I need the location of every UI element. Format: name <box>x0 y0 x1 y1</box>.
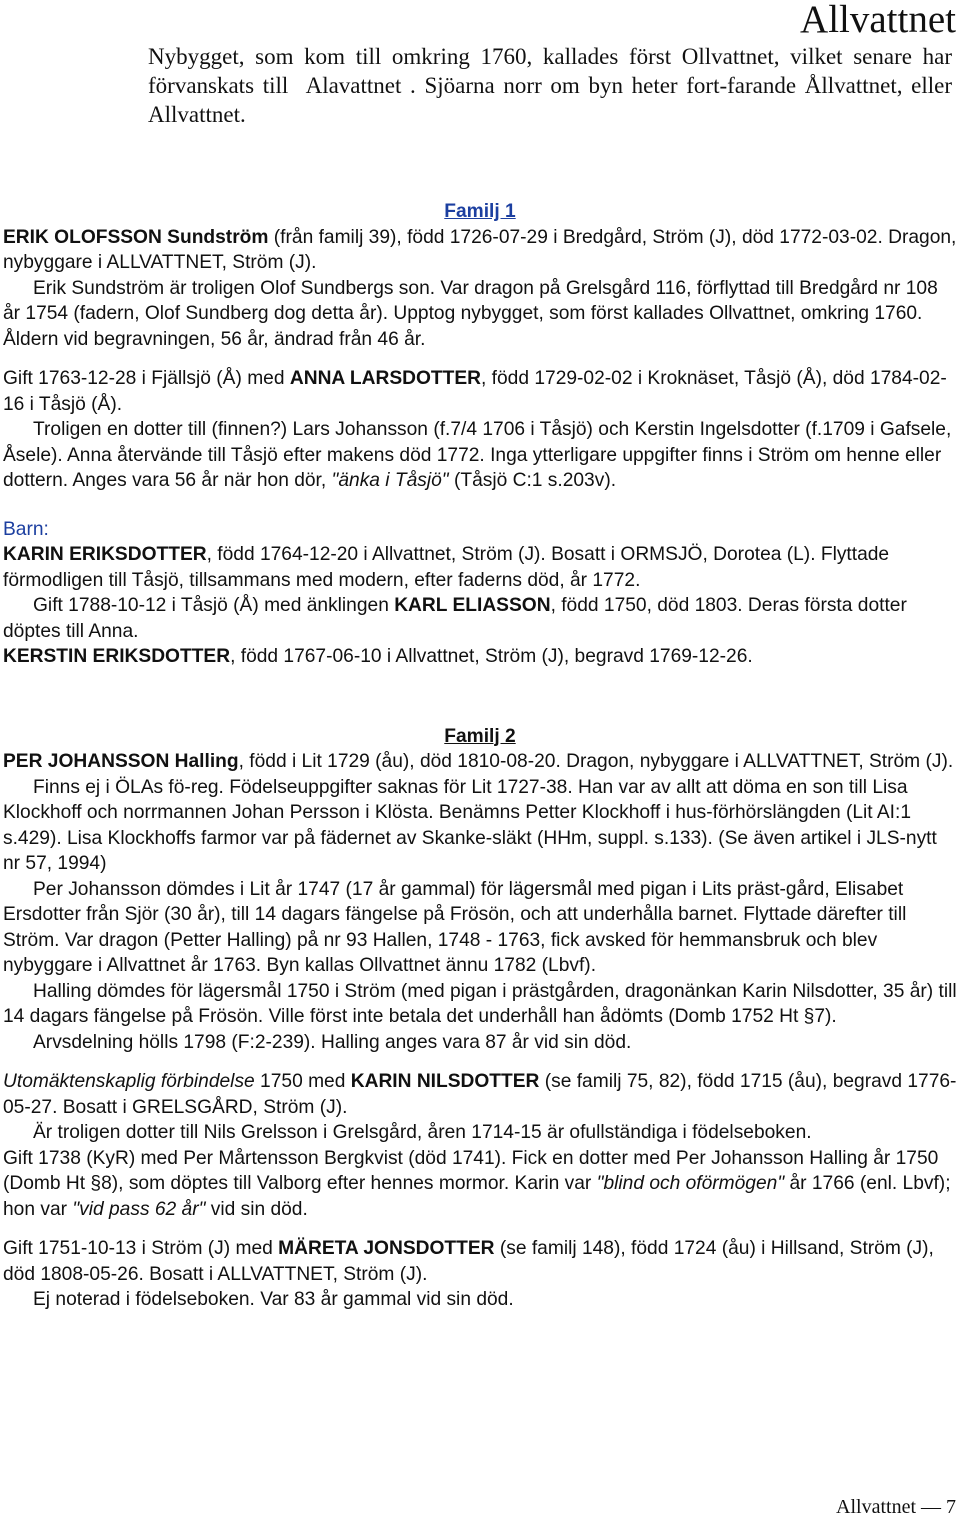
family-1-note: Erik Sundström är troligen Olof Sundbergs son. Var dragon på Grelsgård 116, förflyttad till Bredgård nr 108 år 1754 (fadern, Olof Sundberg dog detta år). Upptog nybygget, som först kallades Ollvattnet, omkring 1760. Åldern vid begravningen, 56 år, ändrad från 46 år. <box>3 277 938 350</box>
marriage-text: Gift 1763-12-28 i Fjällsjö (Å) med <box>3 368 290 389</box>
family-2-head-paragraph <box>3 749 957 775</box>
spouse-details: (se familj 148), född 1724 (åu) i Hillsand, Ström (J), död 1808-05-26. Bosatt i ALLVATTNET, Ström (J). <box>3 1238 934 1285</box>
quote: "blind och oförmögen" <box>596 1173 785 1194</box>
children-label: Barn: <box>3 518 49 540</box>
quote: "änka i Tåsjö" <box>331 470 449 491</box>
family-1-heading: Familj 1 <box>444 201 516 222</box>
spouse-name: KARL ELIASSON <box>394 595 551 616</box>
child-details: , född 1767-06-10 i Allvattnet, Ström (J), begravd 1769-12-26. <box>230 646 753 667</box>
family-2-spouse-note: Ej noterad i födelseboken. Var 83 år gammal vid sin död. <box>33 1289 514 1310</box>
family-1-spouse-note <box>3 417 957 494</box>
child-1-marriage <box>3 593 957 644</box>
person-details: (från familj 39), född 1726-07-29 i Bredgård, Ström (J), död 1772-03-02. Dragon, nybyggare i ALLVATTNET, Ström (J). <box>3 226 957 273</box>
relation-text: 1750 med <box>254 1071 351 1092</box>
family-2-note-1: Finns ej i ÖLAs fö-reg. Födelseuppgifter saknas för Lit 1727-38. Han var av allt att döma en son till Lisa Klockhoff och norrmannen Johan Persson i Klösta. Benämns Petter Klockhoff i hus-förhörslängden (Lit AI:1 s.429). Lisa Klockhoffs farmor var på fädernet av Skanke-släkt (HHm, suppl. s.133). (Se även artikel i JLS-nytt nr 57, 1994) <box>3 776 937 874</box>
family-2-relation-note: Är troligen dotter till Nils Grelsson i Grelsgård, åren 1714-15 är ofullständiga i födelseboken. <box>33 1122 812 1143</box>
note-text: Gift 1738 (KyR) med Per Mårtensson Bergkvist (död 1741). Fick en dotter med Per Johansson Halling år 1750 (Domb Ht §8), som döptes till Valborg efter hennes mormor. Karin var <box>3 1147 939 1194</box>
family-2-heading: Familj 2 <box>444 725 516 747</box>
family-1-head-paragraph <box>3 225 957 276</box>
child-2 <box>3 644 957 670</box>
relation-type: Utomäktenskaplig förbindelse <box>3 1071 255 1092</box>
marriage-text: Gift 1788-10-12 i Tåsjö (Å) med änklingen <box>33 595 395 616</box>
family-2-relation-marriage <box>3 1146 957 1223</box>
person-details: , född i Lit 1729 (åu), död 1810-08-20. Dragon, nybyggare i ALLVATTNET, Ström (J). <box>238 751 954 772</box>
spouse-details: , född 1750, död 1803. Deras första dotter döptes till Anna. <box>3 595 907 642</box>
spouse-name: MÄRETA JONSDOTTER <box>278 1238 495 1259</box>
family-2-note-4: Arvsdelning hölls 1798 (F:2-239). Halling anges vara 87 år vid sin död. <box>33 1031 632 1053</box>
child-name: KERSTIN ERIKSDOTTER <box>3 646 231 667</box>
marriage-text: Gift 1751-10-13 i Ström (J) med <box>3 1238 279 1259</box>
family-1-marriage <box>3 366 957 417</box>
document-body <box>3 199 957 1313</box>
person-name: ERIK OLOFSSON Sundström <box>3 226 269 248</box>
partner-details: (se familj 75, 82), född 1715 (åu), begravd 1776-05-27. Bosatt i GRELSGÅRD, Ström (J). <box>3 1071 957 1118</box>
spouse-name: ANNA LARSDOTTER <box>289 368 482 389</box>
family-2-note-2: Per Johansson dömdes i Lit år 1747 (17 år gammal) för lägersmål med pigan i Lits präst-gård, Elisabet Ersdotter från Sjör (30 år), till 14 dagars fängelse på Frösön, och att underhålla barnet. Flyttade därefter till Ström. Var dragon (Petter Halling) på nr 93 Hallen, 1748 - 1763, fick avsked för hemmansbruk och blev nybyggare i Allvattnet år 1763. Byn kallas Ollvattnet ännu 1782 (Lbvf). <box>3 878 907 976</box>
child-name: KARIN ERIKSDOTTER <box>3 544 207 565</box>
page-footer: Allvattnet — 7 <box>836 1496 956 1518</box>
partner-name: KARIN NILSDOTTER <box>350 1071 540 1092</box>
note-text: Troligen en dotter till (finnen?) Lars Johansson (f.7/4 1706 i Tåsjö) och Kerstin Ingelsdotter (f.1709 i Gafsele, Åsele). Anna återvände till Tåsjö efter makens död 1772. Inga ytterligare uppgifter finns i Ström om henne eller dottern. Anges vara 56 år när hon dör, <box>3 419 952 491</box>
family-2-marriage <box>3 1236 957 1287</box>
note-text: vid sin död. <box>205 1198 308 1220</box>
note-text: år 1766 (enl. Lbvf); hon var <box>3 1173 951 1220</box>
family-2-relation <box>3 1069 957 1120</box>
child-1 <box>3 542 957 593</box>
note-source: (Tåsjö C:1 s.203v). <box>448 470 617 491</box>
family-2-note-3: Halling dömdes för lägersmål 1750 i Ström (med pigan i prästgården, dragonänkan Karin Nilsdotter, 35 år) till 14 dagars fängelse på Frösön. Ville först inte betala det underhåll han ådömts (Domb 1752 Ht §7). <box>3 980 957 1027</box>
child-details: , född 1764-12-20 i Allvattnet, Ström (J). Bosatt i ORMSJÖ, Dorotea (L). Flyttade förmodligen till Tåsjö, tillsammans med modern, efter faderns död, år 1772. <box>3 544 890 591</box>
page-title: Allvattnet <box>800 0 956 41</box>
person-name: PER JOHANSSON Halling <box>3 751 239 772</box>
spouse-details: , född 1729-02-02 i Kroknäset, Tåsjö (Å), död 1784-02-16 i Tåsjö (Å). <box>3 368 947 415</box>
quote: "vid pass 62 år" <box>72 1198 206 1220</box>
intro-paragraph: Nybygget, som kom till omkring 1760, kallades först Ollvattnet, vilket senare har förvanskats till Alavattnet . Sjöarna norr om byn heter fort-farande Ållvattnet, eller Allvattnet. <box>148 44 952 127</box>
